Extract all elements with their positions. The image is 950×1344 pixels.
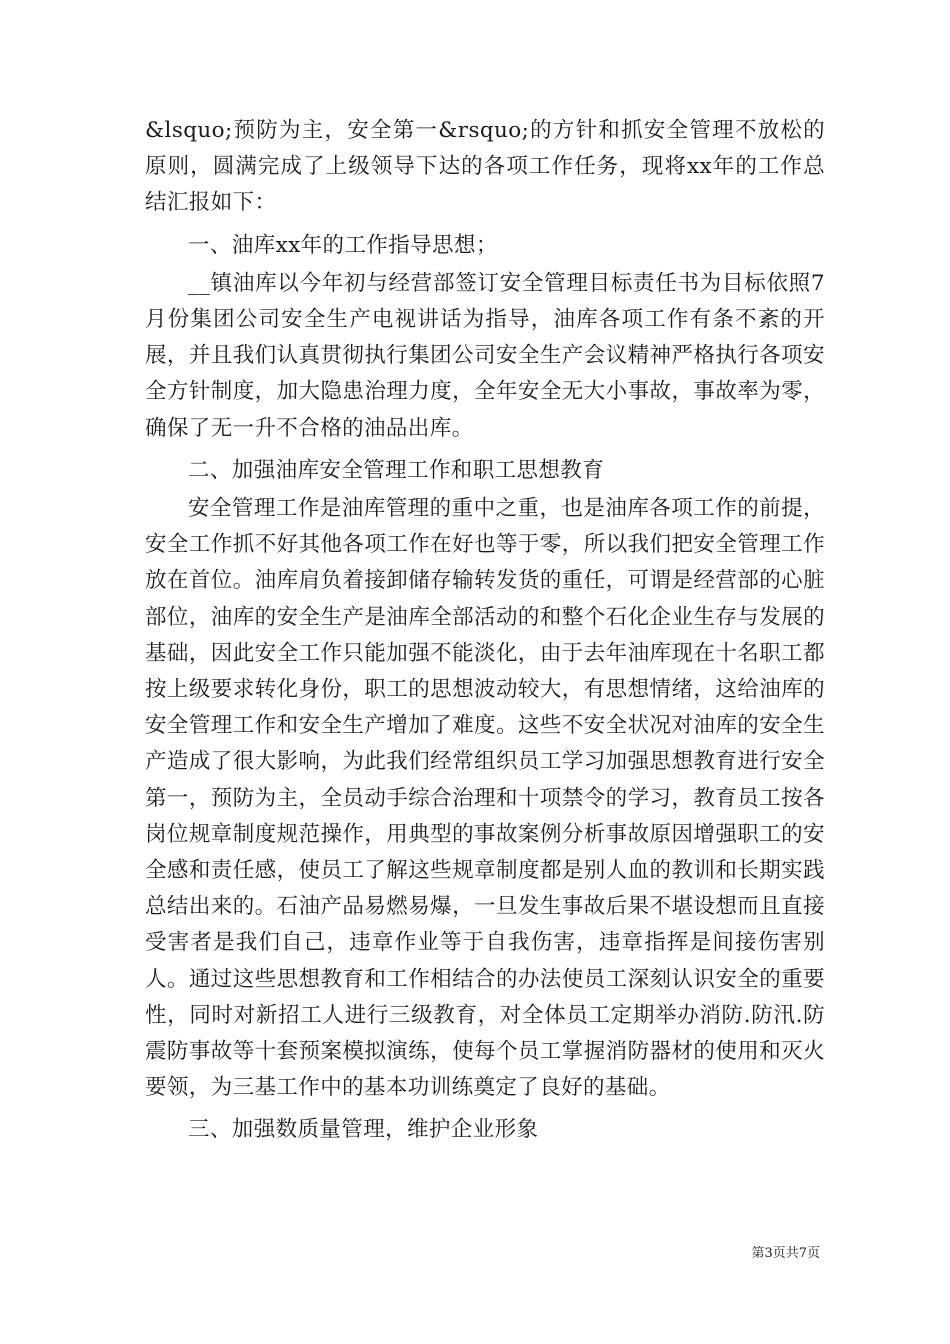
section-1-paragraph: __镇油库以今年初与经营部签订安全管理目标责任书为目标依照7月份集团公司安全生产电视讲话为指导，油库各项工作有条不紊的开展，并且我们认真贯彻执行集团公司安全生产会议精神严格执行各项安全方针制度，加大隐患治理力度，全年安全无大小事故，事故率为零，确保了无一升不合格的油品出库。 xyxy=(145,270,825,441)
section-heading-1: 一、油库xx年的工作指导思想； xyxy=(188,232,498,258)
section-2-paragraph: 安全管理工作是油库管理的重中之重，也是油库各项工作的前提，安全工作抓不好其他各项工作在好也等于零，所以我们把安全管理工作放在首位。油库肩负着接卸储存输转发货的重任，可谓是经营部的心脏部位，油库的安全生产是油库全部活动的和整个石化企业生存与发展的基础，因此安全工作只能加强不能淡化，由于去年油库现在十名职工都按上级要求转化身份，职工的思想波动较大，有思想情绪，这给油库的安全管理工作和安全生产增加了难度。这些不安全状况对油库的安全生产造成了很大影响，为此我们经常组织员工学习加强思想教育进行安全第一，预防为主，全员动手综合治理和十项禁令的学习，教育员工按各岗位规章制度规范操作，用典型的事故案例分析事故原因增强职工的安全感和责任感，使员工了解这些规章制度都是别人血的教训和长期实践总结出来的。石油产品易燃易爆，一旦发生事故后果不堪设想而且直接受害者是我们自己，违章作业等于自我伤害，违章指挥是间接伤害别人。通过这些思想教育和工作相结合的办法使员工深刻认识安全的重要性，同时对新招工人进行三级教育，对全体员工定期举办消防.防汛.防震防事故等十套预案模拟演练，使每个员工掌握消防器材的使用和灭火要领，为三基工作中的基本功训练奠定了良好的基础。 xyxy=(145,496,825,1101)
intro-paragraph: &lsquo;预防为主，安全第一&rsquo;的方针和抓安全管理不放松的原则，圆满完成了上级领导下达的各项工作任务，现将xx年的工作总结汇报如下： xyxy=(145,118,825,216)
document-body xyxy=(145,113,825,1151)
section-heading-2: 二、加强油库安全管理工作和职工思想教育 xyxy=(188,457,605,483)
section-heading-3: 三、加强数质量管理，维护企业形象 xyxy=(188,1117,539,1143)
page-number-footer: 第3页共7页 xyxy=(751,1246,820,1261)
